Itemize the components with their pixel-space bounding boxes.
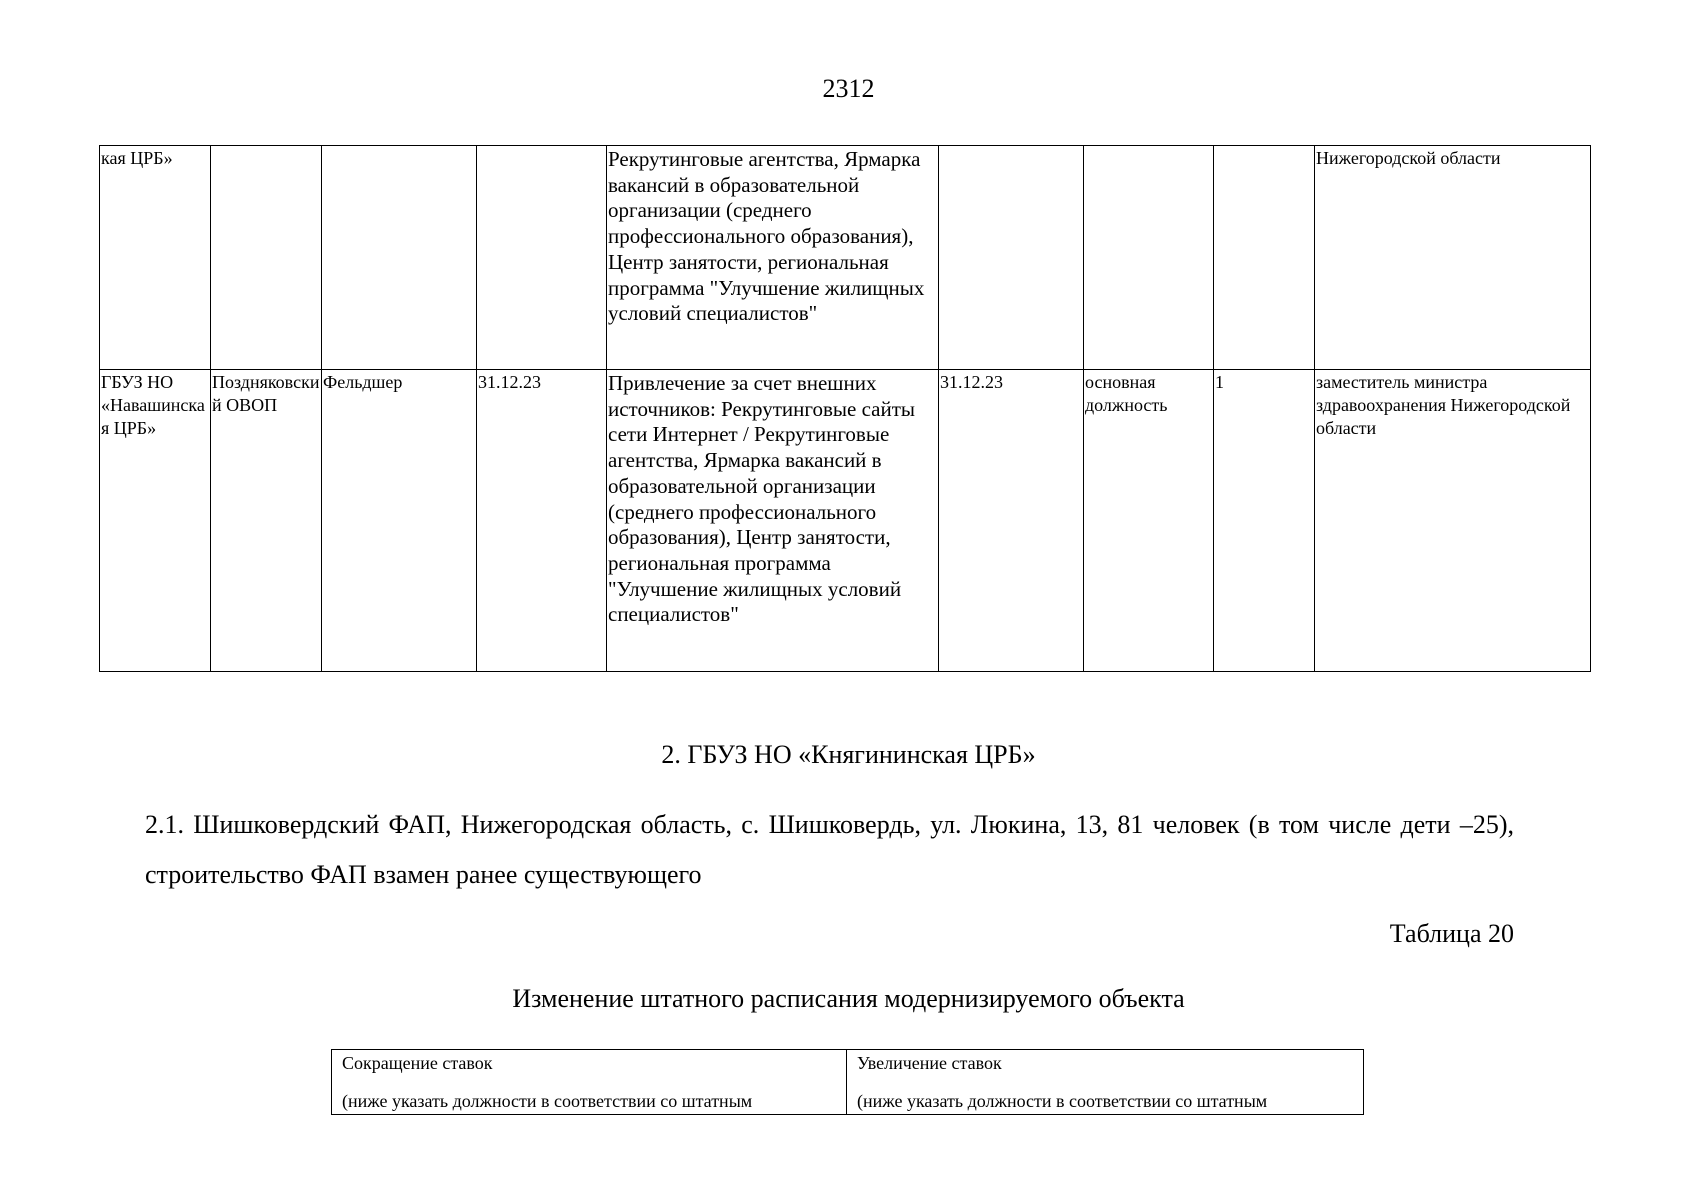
table-row	[100, 146, 1591, 370]
responsible-cell: заместитель министра здравоохранения Нижегородской области	[1315, 370, 1591, 672]
unit-cell: Поздняковский ОВОП	[211, 370, 322, 672]
page-number: 2312	[822, 74, 875, 103]
increase-cell	[847, 1050, 1364, 1115]
reduction-note: (ниже указать должности в соответствии со штатным	[342, 1091, 753, 1111]
table-label: Таблица 20	[1389, 919, 1514, 948]
org-cell: ГБУЗ НО «Навашинская ЦРБ»	[100, 370, 211, 672]
table-title: Изменение штатного расписания модернизируемого объекта	[512, 984, 1185, 1013]
responsible-cell: Нижегородской области	[1315, 146, 1591, 370]
staff-change-table	[331, 1049, 1364, 1115]
date-cell	[477, 146, 607, 370]
increase-note: (ниже указать должности в соответствии со штатным	[857, 1091, 1268, 1111]
deadline-cell: 31.12.23	[939, 370, 1084, 672]
reduction-header: Сокращение ставок	[342, 1053, 493, 1073]
employment-cell	[1084, 146, 1214, 370]
reduction-cell	[332, 1050, 847, 1115]
measures-cell: Привлечение за счет внешних источников: Рекрутинговые сайты сети Интернет / Рекрутинговые агентства, Ярмарка вакансий в образовательной организации (среднего профессионального образования), Центр занятости, региональная программа "Улучшение жилищных условий специалистов"	[607, 370, 939, 672]
count-cell	[1214, 146, 1315, 370]
deadline-cell	[939, 146, 1084, 370]
measures-cell: Рекрутинговые агентства, Ярмарка вакансий в образовательной организации (среднего профессионального образования), Центр занятости, региональная программа "Улучшение жилищных условий специалистов"	[607, 146, 939, 370]
org-cell: кая ЦРБ»	[100, 146, 211, 370]
increase-header: Увеличение ставок	[857, 1053, 1002, 1073]
subsection-text: 2.1. Шишковердский ФАП, Нижегородская область, с. Шишковердь, ул. Люкина, 13, 81 человек (в том числе дети –25), строительство ФАП взамен ранее существующего	[145, 810, 1514, 889]
position-cell	[322, 146, 477, 370]
unit-cell	[211, 146, 322, 370]
employment-cell: основная должность	[1084, 370, 1214, 672]
recruitment-table	[99, 145, 1591, 672]
count-cell: 1	[1214, 370, 1315, 672]
section-title: 2. ГБУЗ НО «Княгининская ЦРБ»	[661, 740, 1036, 769]
date-cell: 31.12.23	[477, 370, 607, 672]
table-row	[332, 1050, 1364, 1115]
table-row	[100, 370, 1591, 672]
position-cell: Фельдшер	[322, 370, 477, 672]
